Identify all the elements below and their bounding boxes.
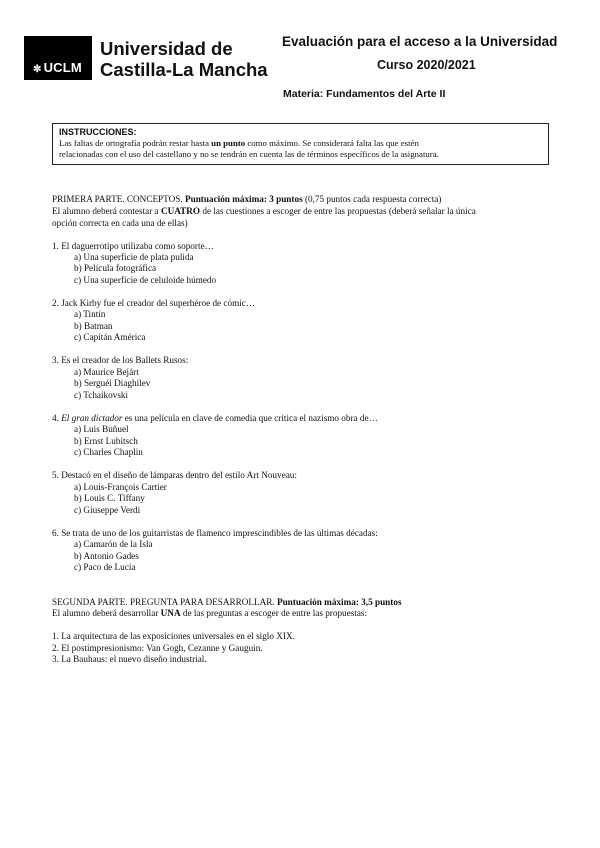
instructions-title: INSTRUCCIONES: <box>59 127 137 137</box>
part2-heading: SEGUNDA PARTE. PREGUNTA PARA DESARROLLAR. Puntuación máxima: 3,5 puntos <box>52 597 402 607</box>
part2-item-3: 3. La Bauhaus: el nuevo diseño industrial. <box>52 654 207 664</box>
question-4-option-b: b) Ernst Lubitsch <box>74 436 138 446</box>
question-5-option-c: c) Giuseppe Verdi <box>74 505 141 515</box>
question-6-option-b: b) Antonio Gades <box>74 551 139 561</box>
question-6: 6. Se trata de uno de los guitarristas de flamenco imprescindibles de las últimas décadas: <box>52 528 378 538</box>
university-line-1: Universidad de <box>100 38 233 59</box>
question-2-option-a: a) Tintín <box>74 309 106 319</box>
part2-item-1: 1. La arquitectura de las exposiciones universales en el siglo XIX. <box>52 631 295 641</box>
question-4-option-a: a) Luis Buñuel <box>74 424 129 434</box>
question-6-option-a: a) Camarón de la Isla <box>74 539 153 549</box>
part1-heading: PRIMERA PARTE. CONCEPTOS. Puntuación máxima: 3 puntos (0,75 puntos cada respuesta correcta) <box>52 194 442 204</box>
question-3: 3. Es el creador de los Ballets Rusos: <box>52 355 189 365</box>
question-3-option-a: a) Maurice Bejárt <box>74 367 139 377</box>
part1-instruction-line2: opción correcta en cada una de ellas) <box>52 218 188 228</box>
question-1-option-a: a) Una superficie de plata pulida <box>74 252 194 262</box>
exam-year: Curso 2020/2021 <box>377 58 476 72</box>
question-1-option-b: b) Película fotográfica <box>74 263 157 273</box>
question-5-option-a: a) Louis-François Cartier <box>74 482 167 492</box>
part2-item-2: 2. El postimpresionismo: Van Gogh, Cezanne y Gauguin. <box>52 643 263 653</box>
question-2-option-c: c) Capitán América <box>74 332 146 342</box>
question-3-option-c: c) Tchaikovski <box>74 390 129 400</box>
question-2-option-b: b) Batman <box>74 321 113 331</box>
instructions-box <box>52 123 549 165</box>
question-4: 4. El gran dictador es una película en clave de comedia que critica el nazismo obra de… <box>52 413 378 423</box>
question-5-option-b: b) Louis C. Tiffany <box>74 493 145 503</box>
question-3-option-b: b) Serguéi Diaghilev <box>74 378 151 388</box>
question-5: 5. Destacó en el diseño de lámparas dentro del estilo Art Nouveau: <box>52 470 297 480</box>
university-line-2: Castilla-La Mancha <box>100 59 268 80</box>
exam-title: Evaluación para el acceso a la Universidad <box>282 34 558 49</box>
uclm-logo-text <box>33 60 82 75</box>
instructions-line-2: relacionadas con el uso del castellano y no se tendrán en cuenta las de términos específicos de la asignatura. <box>59 149 439 159</box>
part1-instruction: El alumno deberá contestar a CUATRO de las cuestiones a escoger de entre las propuestas (deberá señalar la única <box>52 206 476 216</box>
question-1: 1. El daguerrotipo utilizaba como soporte… <box>52 241 214 251</box>
part2-instruction: El alumno deberá desarrollar UNA de las preguntas a escoger de entre las propuestas: <box>52 608 368 618</box>
university-name <box>100 38 268 80</box>
logo-seal-icon: ✼ <box>33 64 42 75</box>
question-4-option-c: c) Charles Chaplin <box>74 447 143 457</box>
logo-label: UCLM <box>43 60 82 75</box>
question-1-option-c: c) Una superficie de celuloide húmedo <box>74 275 217 285</box>
question-2: 2. Jack Kirby fue el creador del superhéroe de cómic… <box>52 298 256 308</box>
question-6-option-c: c) Paco de Lucía <box>74 562 136 572</box>
instructions-line-1: Las faltas de ortografía podrán restar hasta un punto como máximo. Se considerará falta las que estén <box>59 138 419 148</box>
exam-subject: Materia: Fundamentos del Arte II <box>283 88 446 100</box>
